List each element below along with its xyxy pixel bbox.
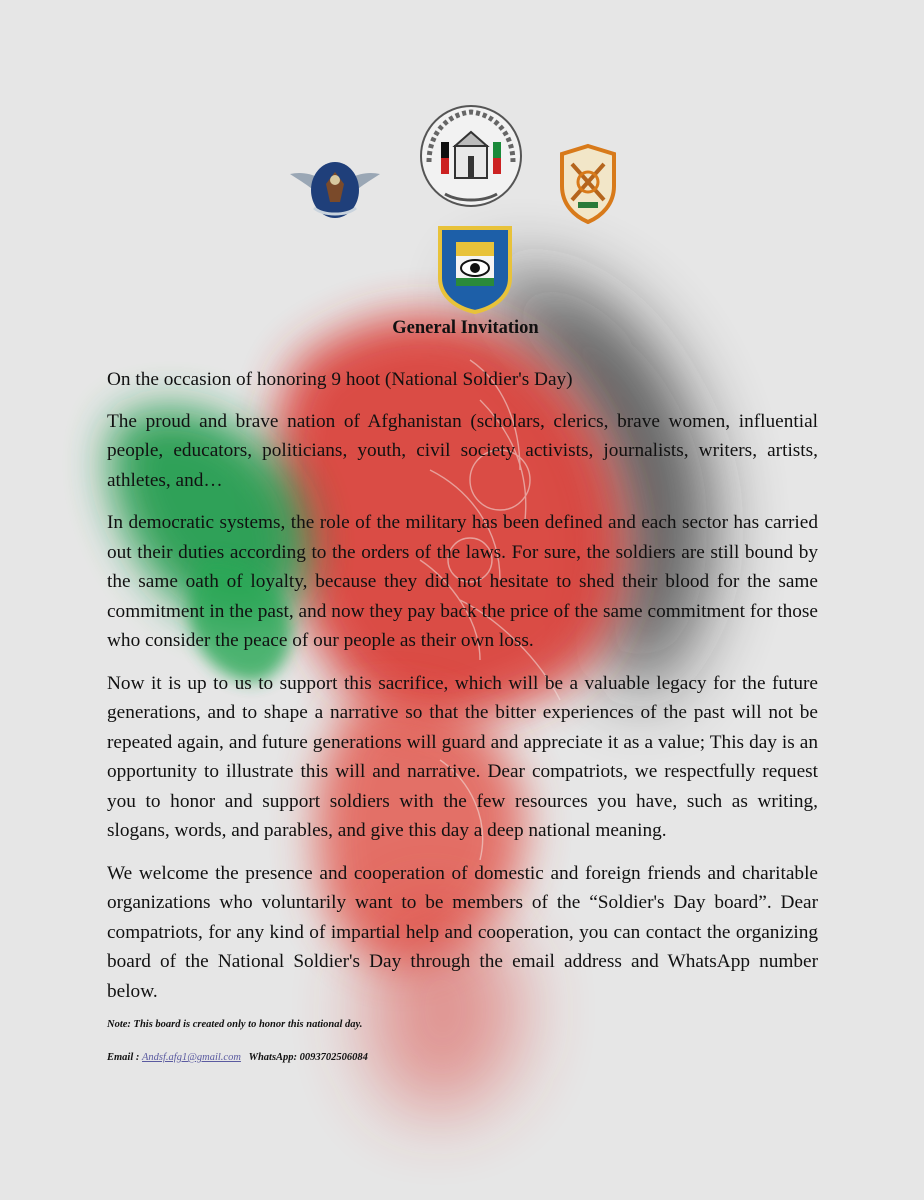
contact-line bbox=[107, 1052, 818, 1063]
air-force-eagle-emblem bbox=[288, 150, 382, 224]
crossed-swords-icon bbox=[556, 142, 620, 226]
eye-emblem-icon bbox=[432, 222, 518, 314]
occasion-line: On the occasion of honoring 9 hoot (National Soldier's Day) bbox=[107, 369, 573, 390]
mosque-emblem-icon bbox=[415, 102, 527, 210]
page-title: General Invitation bbox=[392, 318, 539, 338]
email-link[interactable]: Andsf.afg1@gmail.com bbox=[142, 1052, 241, 1063]
email-label: Email : bbox=[107, 1052, 140, 1063]
intelligence-eye-emblem bbox=[432, 222, 518, 314]
whatsapp-number: 0093702506084 bbox=[299, 1052, 368, 1063]
paragraph-2: In democratic systems, the role of the military has been defined and each sector has carried out their duties according to the orders of the laws. For sure, the soldiers are still bound by the same oath of loyalty, because they did not hesitate to shed their blood for the same commitment in the past, and now they pay back the price of the same commitment for those who consider the peace of our people as their own loss. bbox=[107, 512, 818, 651]
eagle-wings-icon bbox=[288, 150, 382, 224]
paragraph-4: We welcome the presence and cooperation of domestic and foreign friends and charitable organizations who voluntarily want to be members of the “Soldier's Day board”. Dear compatriots, for any kind of impartial help and cooperation, you can contact the organizing board of the National Soldier's Day through the email address and WhatsApp number below. bbox=[107, 862, 818, 1002]
note-text: Note: This board is created only to honor this national day. bbox=[107, 1019, 363, 1030]
paragraph-3: Now it is up to us to support this sacrifice, which will be a valuable legacy for the future generations, and to shape a narrative so that the bitter experiences of the past will not be repeated again, and future generations will guard and appreciate it as a value; This day is an opportunity to illustrate this will and narrative. Dear compatriots, we respectfully request you to honor and support soldiers with the few resources you have, such as writing, slogans, words, and parables, and give this day a deep national meaning. bbox=[107, 672, 818, 841]
army-crossed-swords-emblem bbox=[556, 142, 620, 226]
paragraph-1: The proud and brave nation of Afghanistan (scholars, clerics, brave women, influential people, educators, politicians, youth, civil society activists, journalists, writers, artists, athletes, and… bbox=[107, 410, 818, 491]
invitation-letter bbox=[107, 318, 818, 1063]
afghanistan-national-emblem bbox=[415, 102, 527, 210]
whatsapp-label: WhatsApp: bbox=[248, 1052, 298, 1063]
